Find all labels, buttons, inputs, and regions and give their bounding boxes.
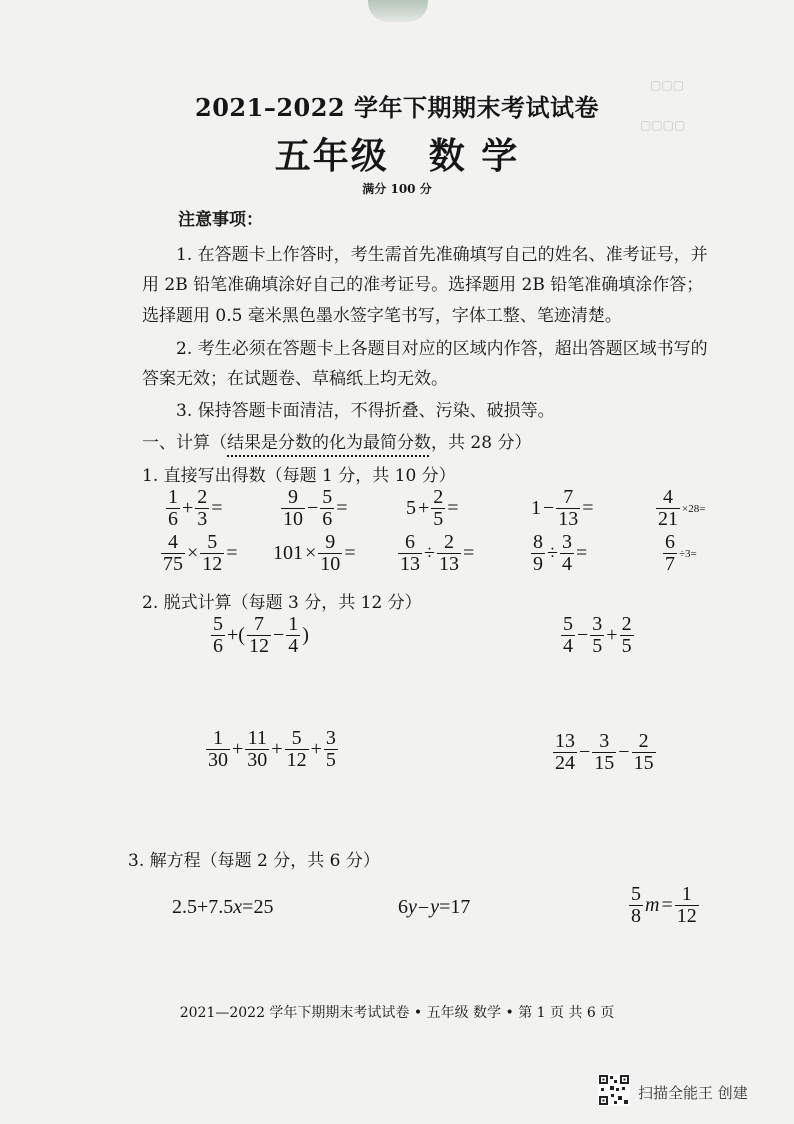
exam-title: 2021–2022 学年下期期末考试试卷 [195,93,599,122]
equation-item: 6y−y=17 [398,896,471,919]
page-footer: 2021—2022 学年下期期末考试试卷 • 五年级 数学 • 第 1 页 共 6 页 [179,1005,615,1021]
question-title: 1. 直接写出得数（每题 1 分，共 10 分） [142,466,456,486]
equation-item: $\frac{5}{8}$ m = $\frac{1}{12}$ [631,883,697,927]
mental-calc-item: $\frac{8}{9}$ ÷ $\frac{3}{4}$ = [533,531,588,575]
mental-calc-item: $\frac{4}{75}$ × $\frac{5}{12}$ = [163,531,238,575]
notice-line: 答案无效；在试题卷、草稿纸上均无效。 [142,369,448,389]
grade-label: 五年级 [274,135,389,177]
question-title: 2. 脱式计算（每题 3 分，共 12 分） [142,593,422,613]
notice-heading: 注意事项： [178,210,263,230]
mental-calc-item: $\frac{9}{10}$ − $\frac{5}{6}$ = [283,486,348,530]
scanner-watermark: 扫描全能王 创建 [638,1084,748,1102]
stepwise-calc-item: $\frac{5}{6}$ +( $\frac{7}{12}$ − $\frac{1}{4}$ ) [213,613,309,657]
stepwise-calc-item: $\frac{13}{24}$ − $\frac{3}{15}$ − $\frac{2}{15}$ [555,730,654,774]
bleed-through-mark: ▢▢▢▢ [640,118,686,132]
section-heading: 一、计算（结果是分数的化为最简分数，共 28 分） [142,433,532,453]
notice-line: 1. 在答题卡上作答时，考生需首先准确填写自己的姓名、准考证号，并 [176,245,708,265]
grade-subject-title [0,128,794,179]
mental-calc-item: $\frac{1}{6}$ + $\frac{2}{3}$ = [168,486,223,530]
mental-calc-item: 1 − $\frac{7}{13}$ = [531,486,594,530]
mental-calc-item: $\frac{4}{21}$ ×28= [658,486,706,530]
qr-code-icon [598,1074,630,1106]
bleed-through-mark: ▢▢▢ [650,78,685,92]
mental-calc-item: $\frac{6}{7}$ ÷3= [665,531,697,575]
question-title: 3. 解方程（每题 2 分，共 6 分） [128,851,380,871]
equation-item: 2.5+7.5x=25 [172,896,274,918]
mental-calc-item: 5 + $\frac{2}{5}$ = [406,486,459,530]
notice-line: 选择题用 0.5 毫米黑色墨水签字笔书写，字体工整、笔迹清楚。 [142,306,622,326]
mental-calc-item: $\frac{6}{13}$ ÷ $\frac{2}{13}$ = [400,531,475,575]
paper-smudge [368,0,428,22]
notice-line: 3. 保持答题卡面清洁，不得折叠、污染、破损等。 [176,401,555,421]
stepwise-calc-item: $\frac{5}{4}$ − $\frac{3}{5}$ + $\frac{2}{5}$ [563,613,632,657]
mental-calc-item: 101 × $\frac{9}{10}$ = [273,531,356,575]
full-score: 满分 100 分 [362,182,432,196]
notice-line: 2. 考生必须在答题卡上各题目对应的区域内作答，超出答题区域书写的 [176,339,708,359]
notice-line: 用 2B 铅笔准确填涂好自己的准考证号。选择题用 2B 铅笔准确填涂作答； [142,275,704,295]
subject-label: 数 学 [428,135,520,177]
stepwise-calc-item: $\frac{1}{30}$ + $\frac{11}{30}$ + $\frac{5}{12}$ + $\frac{3}{5}$ [208,727,336,771]
